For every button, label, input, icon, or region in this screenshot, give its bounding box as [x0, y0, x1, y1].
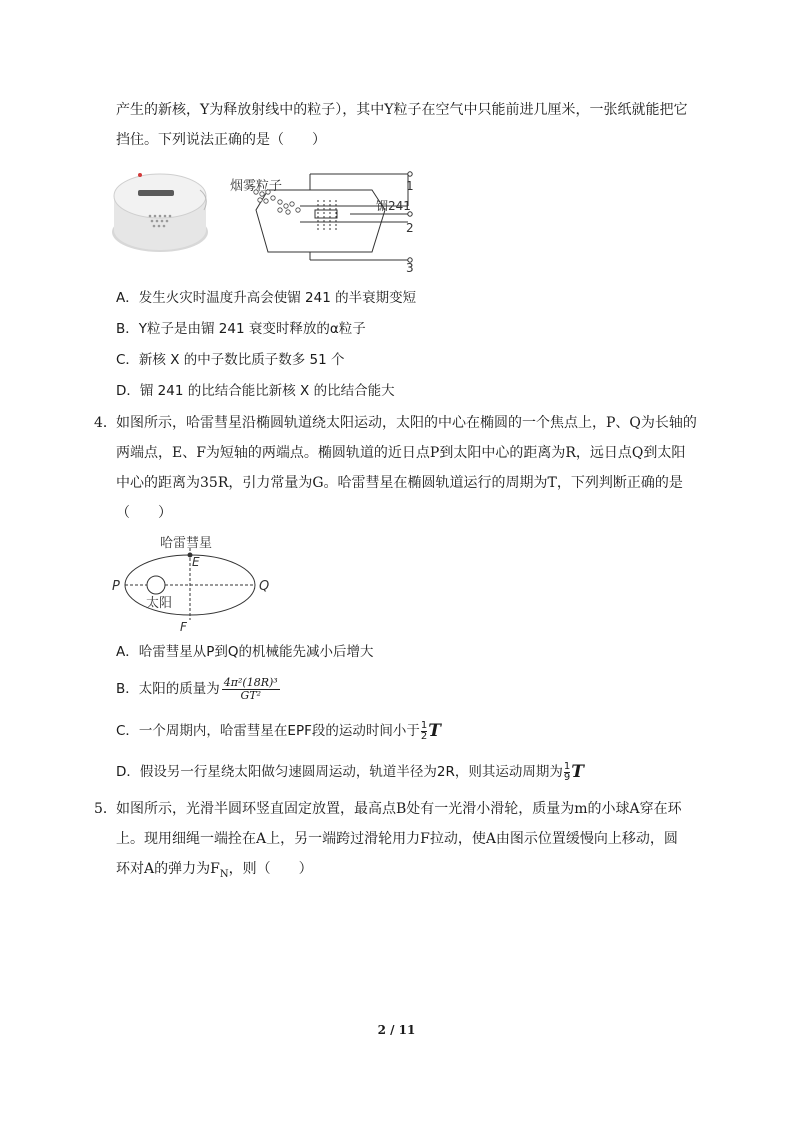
- q4-option-b[interactable]: [116, 672, 280, 706]
- q5-stem-line-2: 上。现用细绳一端拴在A上，另一端跨过滑轮用力F拉动，使A由图示位置缓慢向上移动，圆: [116, 831, 678, 847]
- q4-stem-line-2: 两端点，E、F为短轴的两端点。椭圆轨道的近日点P到太阳中心的距离为R，远日点Q到太阳: [116, 445, 686, 461]
- d-fraction-num: 1: [563, 760, 571, 772]
- orbit-diagram: [125, 548, 255, 620]
- c-fraction: [421, 721, 427, 742]
- q4-option-c[interactable]: [116, 719, 441, 743]
- d-fraction-den: 9: [563, 771, 571, 783]
- label-E: E: [192, 555, 200, 569]
- terminal-3-label: 3: [406, 261, 414, 275]
- q4-stem-line-4: （ ）: [116, 505, 172, 521]
- sun-mass-numerator: 4π²(18R)³: [223, 675, 278, 689]
- q4-option-b-prefix: B．太阳的质量为: [116, 681, 220, 697]
- q3-figure: [110, 160, 430, 278]
- smoke-detector-image: [112, 173, 208, 252]
- q5-stem-line-3: [116, 859, 313, 885]
- q5-stem-line-3-prefix: 环对A的弹力为F: [116, 861, 220, 877]
- page-number: 2 / 11: [377, 1023, 416, 1037]
- d-period-T: T: [571, 762, 584, 782]
- q3-option-b[interactable]: B．Y粒子是由镅 241 衰变时释放的α粒子: [116, 321, 366, 337]
- sun-mass-denominator: GT²: [240, 688, 261, 702]
- d-fraction: [564, 762, 570, 783]
- label-smoke-particles: 烟雾粒子: [230, 179, 283, 194]
- q4-option-d[interactable]: [116, 760, 584, 784]
- q4-orbit-figure: [108, 528, 278, 638]
- c-fraction-num: 1: [420, 719, 428, 731]
- label-americium: 镅241: [376, 199, 411, 213]
- sun-mass-fraction: [222, 677, 280, 702]
- q3-option-a[interactable]: A．发生火灾时温度升高会使镅 241 的半衰期变短: [116, 290, 417, 306]
- label-halley-comet: 哈雷彗星: [160, 536, 213, 551]
- q5-FN-subscript: N: [219, 868, 229, 880]
- q5-number: 5．: [94, 801, 117, 817]
- label-F: F: [180, 620, 187, 634]
- q3-stem-line-1: 产生的新核，Y为释放射线中的粒子），其中Y粒子在空气中只能前进几厘米，一张纸就能把它: [116, 102, 688, 118]
- terminal-1-label: 1: [406, 179, 414, 193]
- q4-stem-line-1: 如图所示，哈雷彗星沿椭圆轨道绕太阳运动，太阳的中心在椭圆的一个焦点上，P、Q为长轴的: [116, 415, 697, 431]
- q3-stem-line-2: 挡住。下列说法正确的是（ ）: [116, 132, 326, 148]
- c-period-T: T: [428, 721, 441, 741]
- terminal-2-label: 2: [406, 221, 414, 235]
- q4-option-c-prefix: C．一个周期内，哈雷彗星在EPF段的运动时间小于: [116, 723, 420, 739]
- q3-option-d[interactable]: D．镅 241 的比结合能比新核 X 的比结合能大: [116, 383, 395, 399]
- q5-stem-line-1: 如图所示，光滑半圆环竖直固定放置，最高点B处有一光滑小滑轮，质量为m的小球A穿在环: [116, 801, 682, 817]
- label-sun: 太阳: [146, 596, 173, 611]
- q4-option-d-prefix: D．假设另一行星绕太阳做匀速圆周运动，轨道半径为2R，则其运动周期为: [116, 764, 563, 780]
- q4-option-a[interactable]: A．哈雷彗星从P到Q的机械能先减小后增大: [116, 644, 374, 660]
- label-P: P: [112, 579, 120, 594]
- q3-option-c[interactable]: C．新核 X 的中子数比质子数多 51 个: [116, 352, 345, 368]
- q5-stem-line-3-suffix: ，则（ ）: [228, 861, 313, 877]
- c-fraction-den: 2: [420, 730, 428, 742]
- label-Q: Q: [259, 579, 270, 594]
- q4-number: 4．: [94, 415, 117, 431]
- q4-stem-line-3: 中心的距离为35R，引力常量为G。哈雷彗星在椭圆轨道运行的周期为T，下列判断正确的是: [116, 475, 683, 491]
